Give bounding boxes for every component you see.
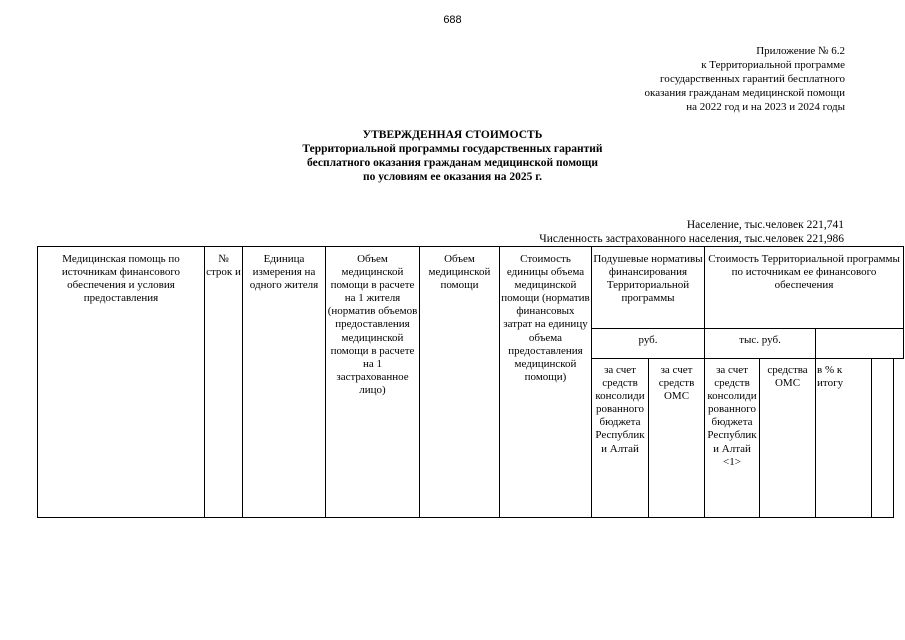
insured-population-line: Численность застрахованного населения, тыс.человек 221,986 [539, 233, 844, 245]
header-empty-cell [872, 359, 894, 518]
header-per-capita-norms: Подушевые нормативы финансирования Территориальной программы [592, 247, 705, 329]
header-care-type: Медицинская помощь по источникам финансового обеспечения и условия предоставления [38, 247, 205, 518]
title-line: Территориальной программы государственных гарантий [302, 143, 603, 155]
header-unit-thousand-rub: тыс. руб. [705, 329, 816, 359]
appendix-note [645, 44, 845, 114]
page-number: 688 [443, 14, 462, 26]
header-unit-cost: Стоимость единицы объема медицинской помощи (норматив финансовых затрат на единицу объема предоставления медицинской помощи) [500, 247, 592, 518]
appendix-line: к Территориальной программе [701, 59, 845, 71]
appendix-line: на 2022 год и на 2023 и 2024 годы [686, 101, 845, 113]
header-program-cost: Стоимость Территориальной программы по источникам ее финансового обеспечения [705, 247, 904, 329]
document-title [0, 128, 905, 184]
appendix-line: государственных гарантий бесплатного [659, 73, 845, 85]
header-oms-rub: за счет средств ОМС [649, 359, 705, 518]
population-info [539, 218, 844, 246]
header-unit-rub: руб. [592, 329, 705, 359]
title-line: бесплатного оказания гражданам медицинской помощи [307, 157, 598, 169]
header-percent-of-total: в % к итогу [816, 359, 872, 518]
appendix-line: оказания гражданам медицинской помощи [644, 87, 845, 99]
header-budget-rub: за счет средств консолидированного бюджета Республики Алтай [592, 359, 649, 518]
title-line: по условиям ее оказания на 2025 г. [362, 171, 543, 183]
cost-table [37, 246, 904, 518]
header-oms-funds: средства ОМС [760, 359, 816, 518]
population-line: Население, тыс.человек 221,741 [686, 219, 844, 231]
header-unit: Единица измерения на одного жителя [243, 247, 326, 518]
title-line: УТВЕРЖДЕННАЯ СТОИМОСТЬ [362, 129, 543, 141]
header-volume: Объем медицинской помощи [420, 247, 500, 518]
appendix-line: Приложение № 6.2 [756, 45, 845, 57]
header-row-number: № строк и [205, 247, 243, 518]
header-budget-thousand-rub: за счет средств консолидированного бюджета Республики Алтай <1> [705, 359, 760, 518]
header-empty-cell [816, 329, 904, 359]
header-volume-per-resident: Объем медицинской помощи в расчете на 1 жителя (норматив объемов предоставления медицинской помощи в расчете на 1 застрахованное лицо) [326, 247, 420, 518]
